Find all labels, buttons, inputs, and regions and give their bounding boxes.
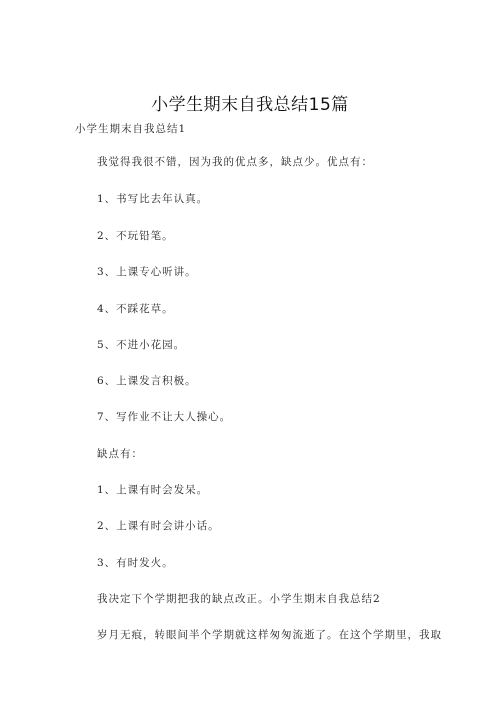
paragraph-line: 我觉得我很不错，因为我的优点多，缺点少。优点有： — [97, 156, 373, 168]
list-item: 3、上课专心听讲。 — [97, 266, 197, 278]
paragraph-line: 岁月无痕，转眼间半个学期就这样匆匆流逝了。在这个学期里，我取 — [97, 629, 442, 641]
list-item: 6、上课发言积极。 — [97, 375, 197, 387]
paragraph-line: 我决定下个学期把我的缺点改正。小学生期末自我总结2 — [97, 593, 381, 605]
section-heading: 小学生期末自我总结1 — [75, 123, 187, 135]
list-item: 2、不玩铅笔。 — [97, 230, 174, 242]
list-item: 4、不踩花草。 — [97, 303, 174, 315]
document-title: 小学生期末自我总结15篇 — [151, 95, 349, 115]
paragraph-line: 缺点有： — [97, 448, 143, 460]
list-item: 7、写作业不让大人操心。 — [97, 411, 232, 423]
list-item: 1、书写比去年认真。 — [97, 193, 209, 205]
list-item: 5、不进小花园。 — [97, 339, 186, 351]
list-item: 2、上课有时会讲小话。 — [97, 520, 220, 532]
list-item: 1、上课有时会发呆。 — [97, 484, 209, 496]
list-item: 3、有时发火。 — [97, 557, 174, 569]
